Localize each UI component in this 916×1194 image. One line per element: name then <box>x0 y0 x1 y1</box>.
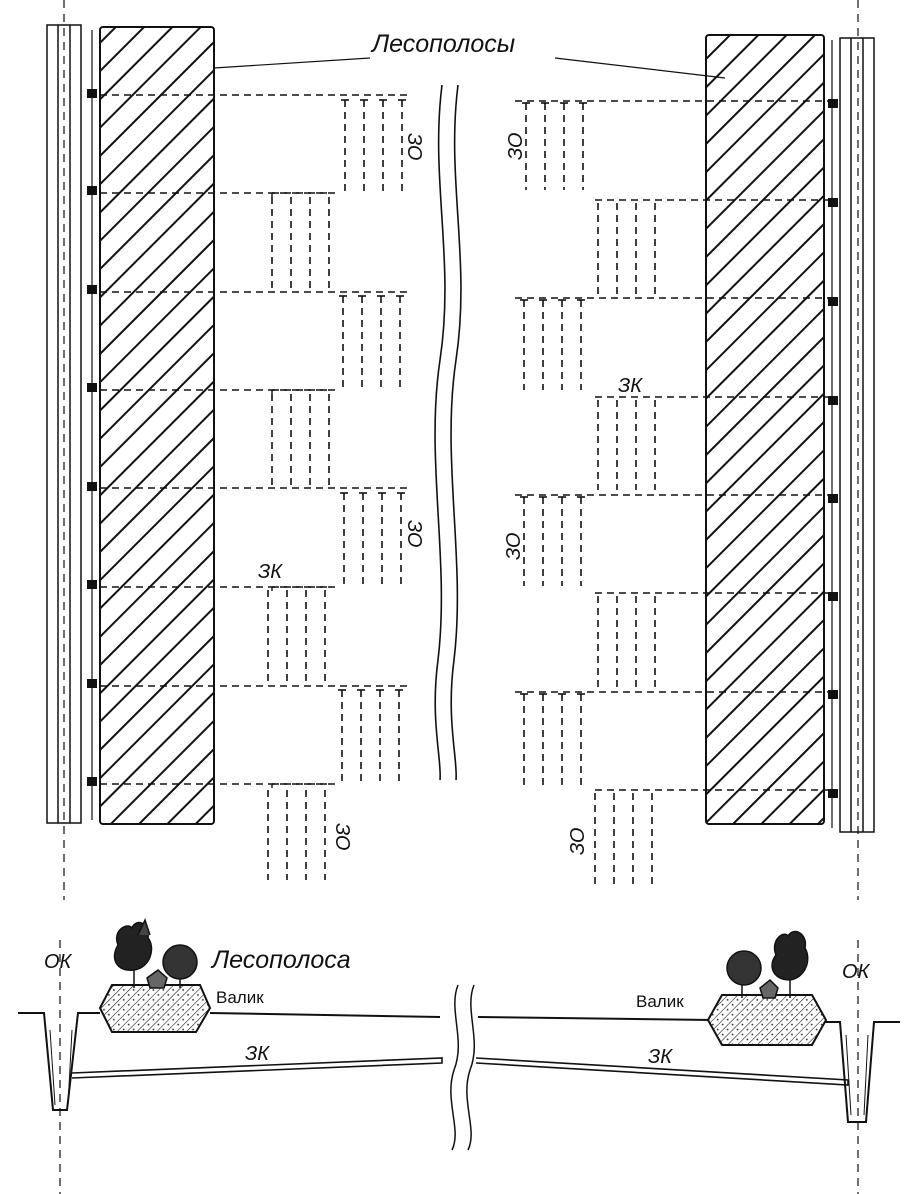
label-zk-1: ЗК <box>258 561 283 583</box>
label-zo-5: ЗО <box>503 532 525 560</box>
trees-right <box>727 932 808 998</box>
plan-view <box>47 0 874 900</box>
label-forest-strip: Лесополоса <box>212 946 351 974</box>
forest-strip-right <box>706 35 824 824</box>
well-marker <box>828 592 838 601</box>
trees-left <box>115 920 197 988</box>
label-zk-right: ЗК <box>648 1046 673 1068</box>
berm-right <box>708 995 826 1045</box>
well-marker <box>828 396 838 405</box>
well-marker <box>828 297 838 306</box>
well-marker <box>828 99 838 108</box>
label-zk-left: ЗК <box>245 1043 270 1065</box>
title-forest-strips: Лесополосы <box>372 30 516 58</box>
label-valik-left: Валик <box>216 988 264 1007</box>
label-zo-6: ЗО <box>567 827 589 855</box>
label-zo-4: ЗО <box>505 132 527 160</box>
label-zo-3: ЗО <box>331 823 353 851</box>
right-canal <box>840 0 874 900</box>
well-marker <box>828 494 838 503</box>
label-ok-right: ОК <box>842 961 870 983</box>
title-leaders <box>214 58 725 78</box>
label-zo-1: ЗО <box>403 133 425 161</box>
plan-labels <box>258 133 643 855</box>
river <box>435 85 461 780</box>
label-zo-2: ЗО <box>403 520 425 548</box>
label-zk-2: ЗК <box>618 375 643 397</box>
left-canal <box>47 0 81 900</box>
forest-strip-left <box>100 27 214 824</box>
label-ok-left: ОК <box>44 951 72 973</box>
berm-left <box>100 985 210 1032</box>
well-marker <box>828 198 838 207</box>
label-valik-right: Валик <box>636 992 684 1011</box>
well-marker <box>828 690 838 699</box>
well-marker <box>828 789 838 798</box>
